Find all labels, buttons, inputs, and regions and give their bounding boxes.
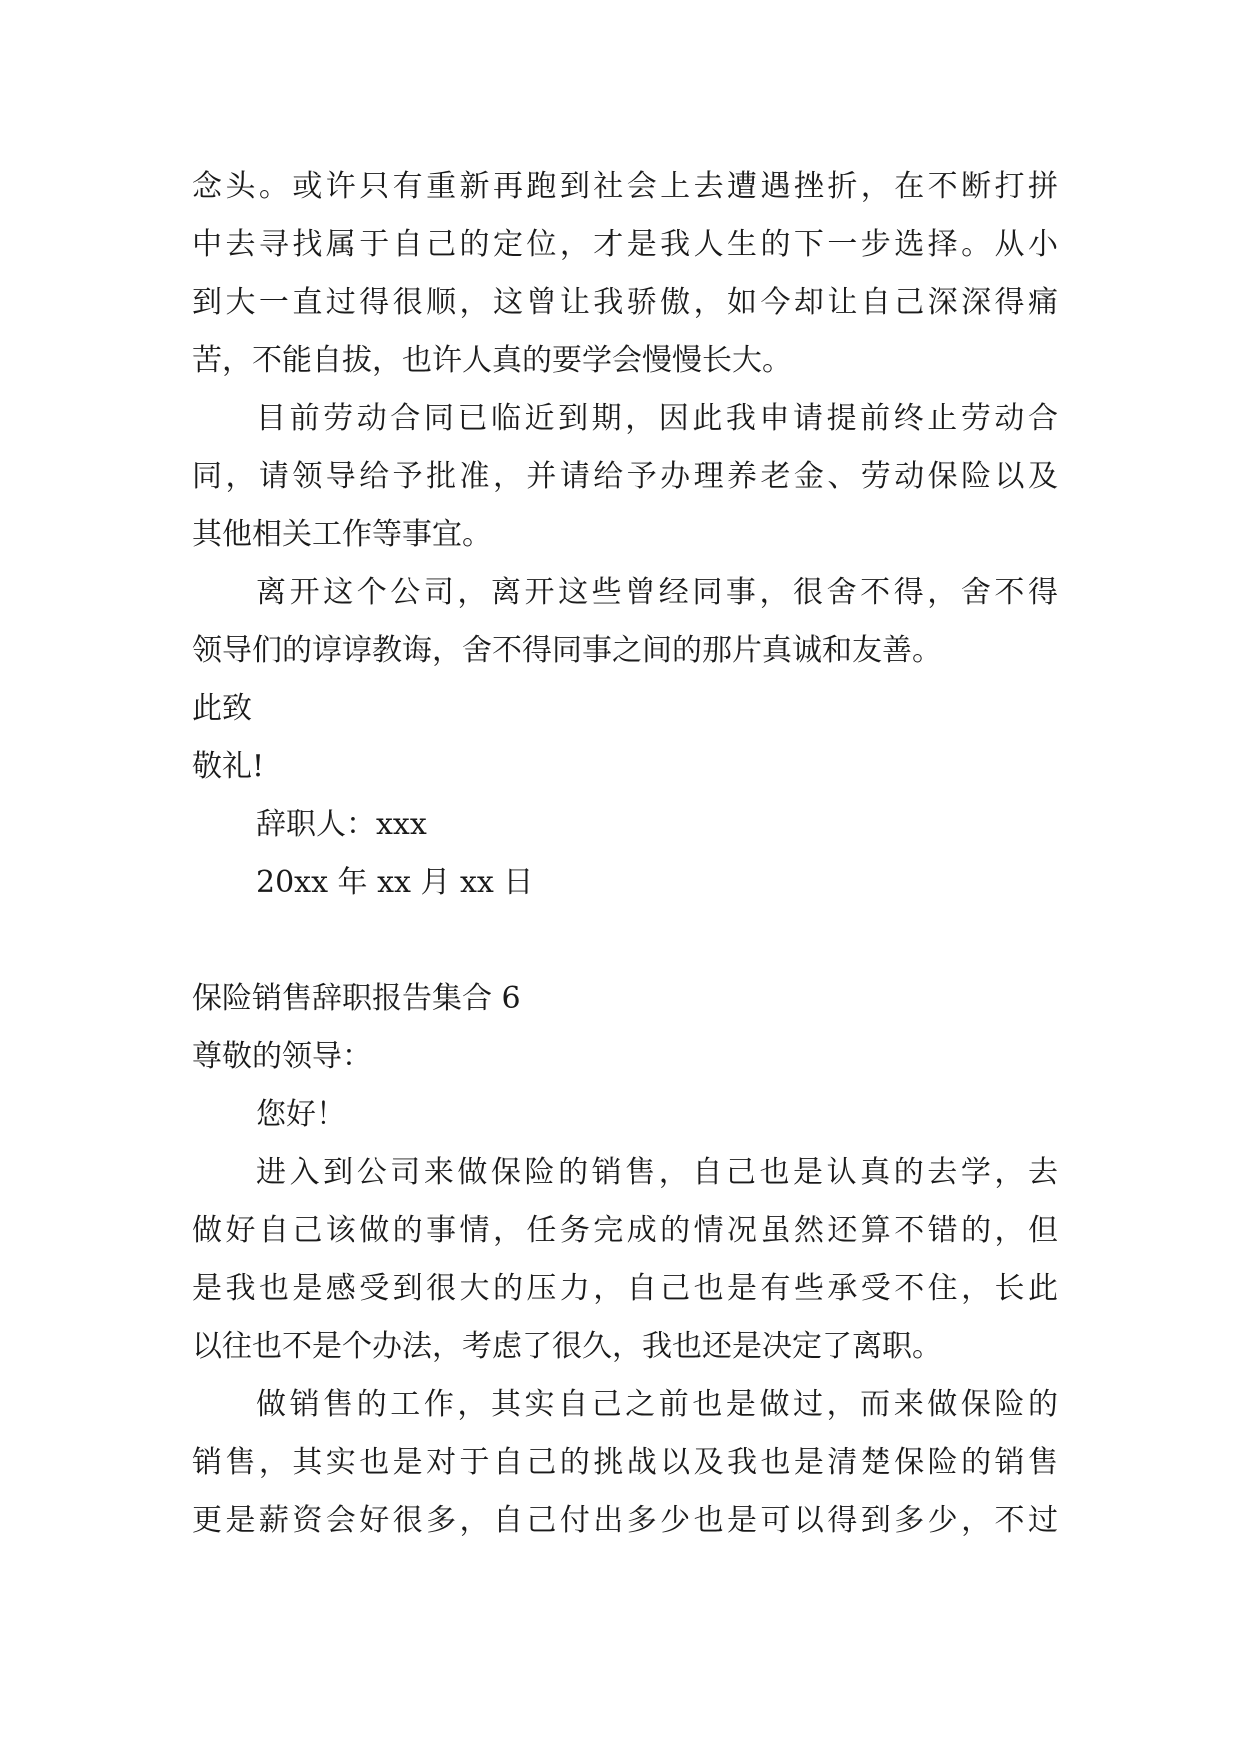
text-line: 领导们的谆谆教诲，舍不得同事之间的那片真诚和友善。	[192, 633, 942, 668]
paragraph-4	[192, 1144, 1058, 1376]
document-page	[192, 158, 1058, 1550]
text-line: 做销售的工作，其实自己之前也是做过，而来做保险的	[256, 1387, 1058, 1422]
section-title: 保险销售辞职报告集合 6	[192, 981, 521, 1016]
text-line: 到大一直过得很顺，这曾让我骄傲，如今却让自己深深得痛	[192, 285, 1058, 320]
greeting: 尊敬的领导：	[192, 1039, 372, 1074]
text-line: 中去寻找属于自己的定位，才是我人生的下一步选择。从小	[192, 227, 1058, 262]
text-line: 同，请领导给予批准，并请给予办理养老金、劳动保险以及	[192, 459, 1058, 494]
text-line: 念头。或许只有重新再跑到社会上去遭遇挫折，在不断打拼	[192, 169, 1058, 204]
paragraph-3	[192, 564, 1058, 680]
paragraph-2	[192, 390, 1058, 564]
hello-line: 您好！	[256, 1097, 346, 1132]
text-line: 进入到公司来做保险的销售，自己也是认真的去学，去	[256, 1155, 1058, 1190]
text-line: 销售，其实也是对于自己的挑战以及我也是清楚保险的销售	[192, 1445, 1058, 1480]
section-spacer	[192, 912, 1058, 970]
salutation-jing-li: 敬礼!	[192, 749, 265, 784]
text-line: 更是薪资会好很多，自己付出多少也是可以得到多少，不过	[192, 1503, 1058, 1538]
salutation-ci-zhi: 此致	[192, 691, 252, 726]
text-line: 苦，不能自拔，也许人真的要学会慢慢长大。	[192, 343, 792, 378]
closing-block	[192, 680, 1058, 912]
paragraph-1	[192, 158, 1058, 390]
signer-line: 辞职人：xxx	[256, 807, 427, 842]
text-line: 离开这个公司，离开这些曾经同事，很舍不得，舍不得	[256, 575, 1058, 610]
text-line: 是我也是感受到很大的压力，自己也是有些承受不住，长此	[192, 1271, 1058, 1306]
date-line: 20xx 年 xx 月 xx 日	[256, 865, 534, 900]
paragraph-5	[192, 1376, 1058, 1550]
text-line: 做好自己该做的事情，任务完成的情况虽然还算不错的，但	[192, 1213, 1058, 1248]
text-line: 目前劳动合同已临近到期，因此我申请提前终止劳动合	[256, 401, 1058, 436]
text-line: 以往也不是个办法，考虑了很久，我也还是决定了离职。	[192, 1329, 942, 1364]
text-line: 其他相关工作等事宜。	[192, 517, 492, 552]
